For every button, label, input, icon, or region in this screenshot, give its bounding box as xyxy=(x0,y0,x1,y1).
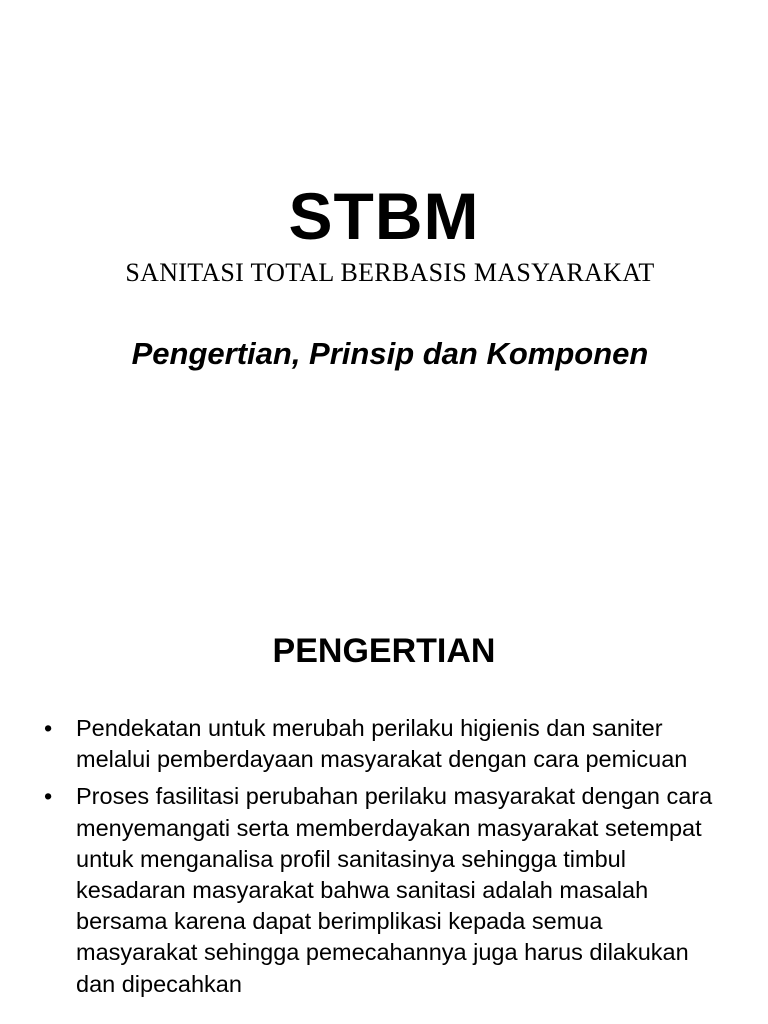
bullet-icon: • xyxy=(44,783,53,810)
bullet-text: Pendekatan untuk merubah perilaku higienis dan saniter melalui pemberdayaan masyarakat dengan cara pemicuan xyxy=(76,715,688,773)
slide-subtitle: SANITASI TOTAL BERBASIS MASYARAKAT xyxy=(125,258,655,287)
definition-slide xyxy=(0,580,768,1024)
bullet-icon: • xyxy=(44,715,53,741)
slide-title: STBM xyxy=(288,179,480,253)
bullet-text: Proses fasilitasi perubahan perilaku masyarakat dengan cara menyemangati serta memberdayakan masyarakat setempat untuk menganalisa profil sanitasinya sehingga timbul kesadaran masyarakat bahwa sanitasi adalah masalah bersama karena dapat berimplikasi kepada semua masyarakat sehingga pemecahannya juga harus dilakukan dan dipecahkan xyxy=(76,783,713,997)
section-heading: PENGERTIAN xyxy=(272,632,496,670)
bullet-list xyxy=(44,713,724,1006)
list-item xyxy=(44,781,724,999)
slide-tagline: Pengertian, Prinsip dan Komponen xyxy=(131,336,649,371)
list-item xyxy=(44,713,724,775)
